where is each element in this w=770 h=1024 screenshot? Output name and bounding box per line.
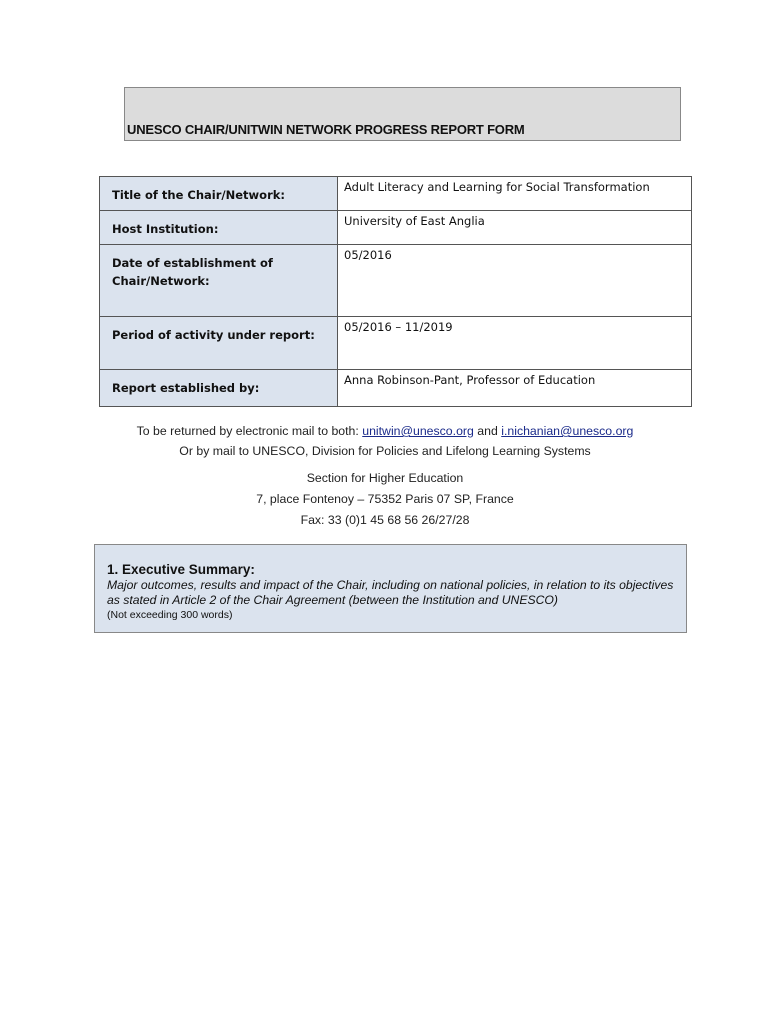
row-value-cell[interactable] xyxy=(338,317,692,370)
word-limit-note: (Not exceeding 300 words) xyxy=(107,609,233,621)
row-value-cell[interactable] xyxy=(338,177,692,211)
executive-summary-box xyxy=(94,544,687,633)
section-line: Section for Higher Education xyxy=(306,471,464,485)
row-value-cell[interactable] xyxy=(338,245,692,317)
row-value-cell[interactable] xyxy=(338,370,692,407)
and-word: and xyxy=(477,424,498,438)
form-title: UNESCO CHAIR/UNITWIN NETWORK PROGRESS REPORT FORM xyxy=(127,122,525,137)
report-author-value: Anna Robinson-Pant, Professor of Education xyxy=(344,373,596,387)
chair-title-value: Adult Literacy and Learning for Social Transformation xyxy=(344,180,650,194)
row-value-cell[interactable] xyxy=(338,211,692,245)
email-link-nichanian[interactable]: i.nichanian@unesco.org xyxy=(501,424,634,438)
form-title-box xyxy=(124,87,681,141)
establishment-date-label: Date of establishment of Chair/Network: xyxy=(112,256,273,288)
mail-address-line: Or by mail to UNESCO, Division for Policies and Lifelong Learning Systems xyxy=(179,444,591,458)
chair-title-label: Title of the Chair/Network: xyxy=(112,188,285,202)
chair-info-table xyxy=(99,176,692,407)
row-label-cell xyxy=(100,177,338,211)
table-row xyxy=(100,370,692,407)
host-institution-label: Host Institution: xyxy=(112,222,219,236)
return-instructions-line xyxy=(0,424,770,438)
executive-summary-description: Major outcomes, results and impact of the Chair, including on national policies, in relation to its objectives as stated in Article 2 of the Chair Agreement (between the Institution and UNESCO) xyxy=(107,578,674,607)
establishment-date-value: 05/2016 xyxy=(344,248,392,262)
email-link-unitwin[interactable]: unitwin@unesco.org xyxy=(362,424,474,438)
executive-summary-heading: 1. Executive Summary: xyxy=(107,562,255,577)
table-row xyxy=(100,211,692,245)
postal-address-line: 7, place Fontenoy – 75352 Paris 07 SP, France xyxy=(256,492,514,506)
report-author-label: Report established by: xyxy=(112,381,260,395)
table-row xyxy=(100,177,692,211)
row-label-cell xyxy=(100,317,338,370)
return-instructions-prefix: To be returned by electronic mail to both: xyxy=(136,424,359,438)
host-institution-value: University of East Anglia xyxy=(344,214,485,228)
activity-period-label: Period of activity under report: xyxy=(112,328,315,342)
table-row xyxy=(100,245,692,317)
row-label-cell xyxy=(100,245,338,317)
fax-line: Fax: 33 (0)1 45 68 56 26/27/28 xyxy=(300,513,470,527)
table-row xyxy=(100,317,692,370)
row-label-cell xyxy=(100,211,338,245)
activity-period-value: 05/2016 – 11/2019 xyxy=(344,320,453,334)
row-label-cell xyxy=(100,370,338,407)
